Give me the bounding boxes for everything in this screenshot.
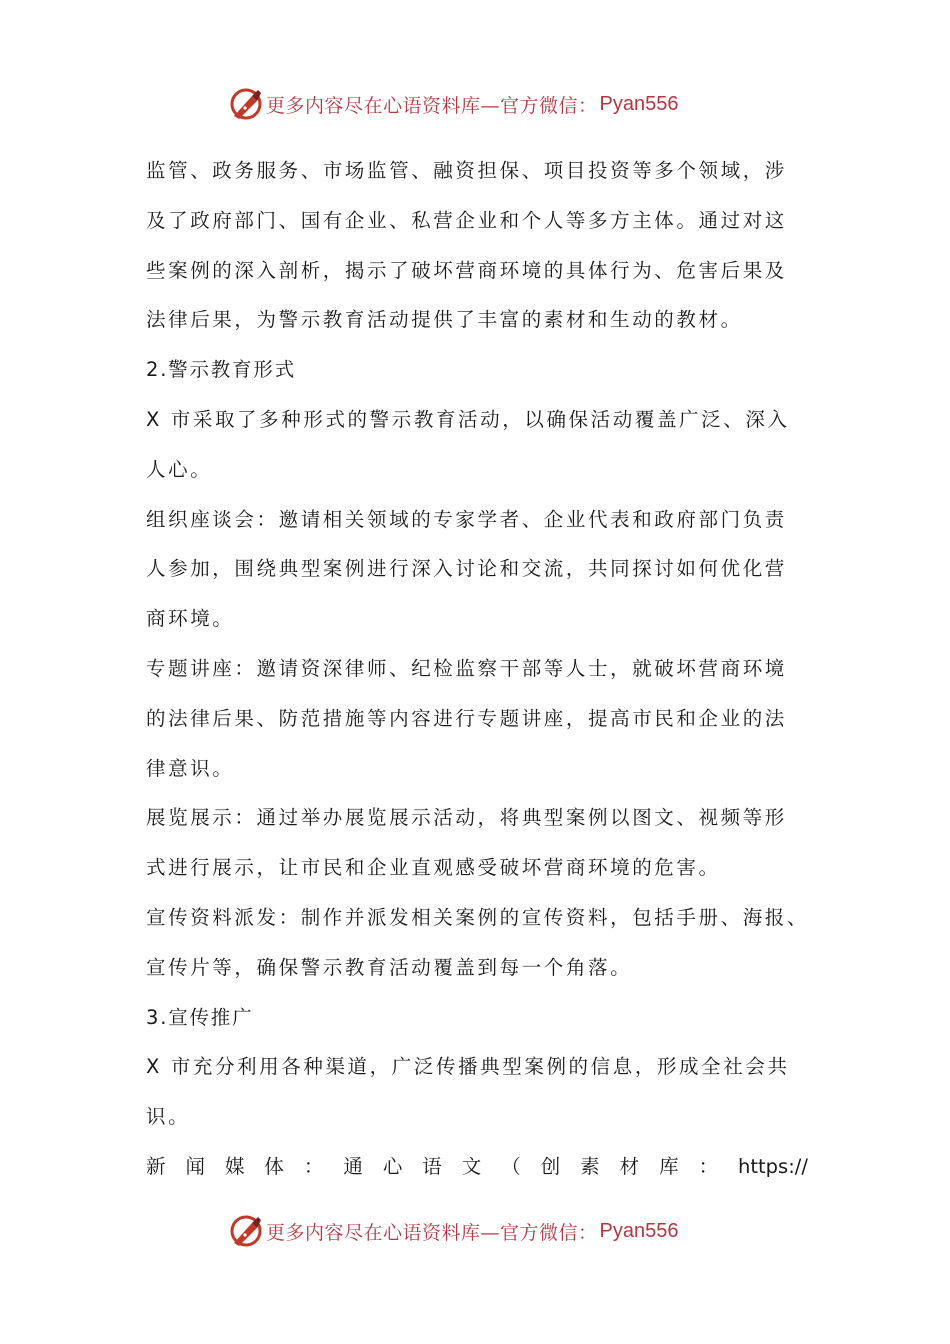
paragraph-line: 人参加，围绕典型案例进行深入讨论和交流，共同探讨如何优化营 [146, 557, 787, 581]
header-banner [228, 84, 728, 124]
paragraph-line: 律意识。 [146, 756, 235, 780]
pen-nib-circle-icon [228, 86, 264, 122]
paragraph-line: 组织座谈会：邀请相关领域的专家学者、企业代表和政府部门负责 [146, 507, 787, 531]
char: 心 [382, 1154, 403, 1178]
paragraph-line: 商环境。 [146, 607, 235, 631]
paragraph-line: 监管、政务服务、市场监管、融资担保、项目投资等多个领域，涉 [146, 159, 787, 182]
pen-nib-circle-icon [228, 1213, 264, 1249]
wechat-id: Pyan556 [599, 1219, 679, 1242]
char: 通 [343, 1154, 363, 1178]
paragraph-line: 展览展示：通过举办展览展示活动，将典型案例以图文、视频等形 [146, 806, 787, 830]
paragraph-line: 宣传资料派发：制作并派发相关案例的宣传资料，包括手册、海报、 [146, 905, 810, 929]
char: 创 [540, 1154, 561, 1178]
paragraph-line: 及了政府部门、国有企业、私营企业和个人等多方主体。通过对这 [146, 208, 787, 232]
justified-last-line [146, 1142, 808, 1192]
char: （ [501, 1154, 521, 1178]
char: 库 [659, 1154, 679, 1178]
char: 闻 [185, 1154, 205, 1178]
char: 体 [264, 1154, 284, 1178]
wechat-id: Pyan556 [599, 92, 679, 115]
document-body [146, 146, 826, 1192]
paragraph-line: 专题讲座：邀请资深律师、纪检监察干部等人士，就破坏营商环境 [146, 656, 787, 680]
paragraph-line: 法律后果，为警示教育活动提供了丰富的素材和生动的教材。 [146, 308, 743, 332]
paragraph-line: X 市采取了多种形式的警示教育活动，以确保活动覆盖广泛、深入 [146, 407, 790, 431]
section-heading: 2.警示教育形式 [146, 358, 297, 382]
paragraph-line: 式进行展示，让市民和企业直观感受破坏营商环境的危害。 [146, 856, 721, 880]
char: ： [303, 1154, 324, 1178]
banner-text: 更多内容尽在心语资料库—官方微信： [266, 94, 598, 117]
char: ： [698, 1154, 719, 1178]
paragraph-line: 人心。 [146, 457, 213, 481]
paragraph-line: 宣传片等，确保警示教育活动覆盖到每一个角落。 [146, 955, 633, 979]
paragraph-line: 些案例的深入剖析，揭示了破坏营商环境的具体行为、危害后果及 [146, 258, 787, 282]
url-fragment: https:// [738, 1154, 808, 1178]
footer-banner [228, 1211, 728, 1251]
char: 文 [461, 1154, 482, 1178]
paragraph-line: 的法律后果、防范措施等内容进行专题讲座，提高市民和企业的法 [146, 706, 787, 730]
section-heading: 3.宣传推广 [146, 1005, 254, 1029]
banner-text: 更多内容尽在心语资料库—官方微信： [266, 1221, 598, 1244]
paragraph-line: X 市充分利用各种渠道，广泛传播典型案例的信息，形成全社会共 [146, 1055, 790, 1079]
char: 媒 [224, 1154, 245, 1178]
char: 新 [146, 1154, 166, 1178]
paragraph-line: 识。 [146, 1105, 191, 1129]
char: 语 [422, 1154, 442, 1178]
char: 素 [580, 1154, 600, 1178]
char: 材 [619, 1154, 640, 1178]
